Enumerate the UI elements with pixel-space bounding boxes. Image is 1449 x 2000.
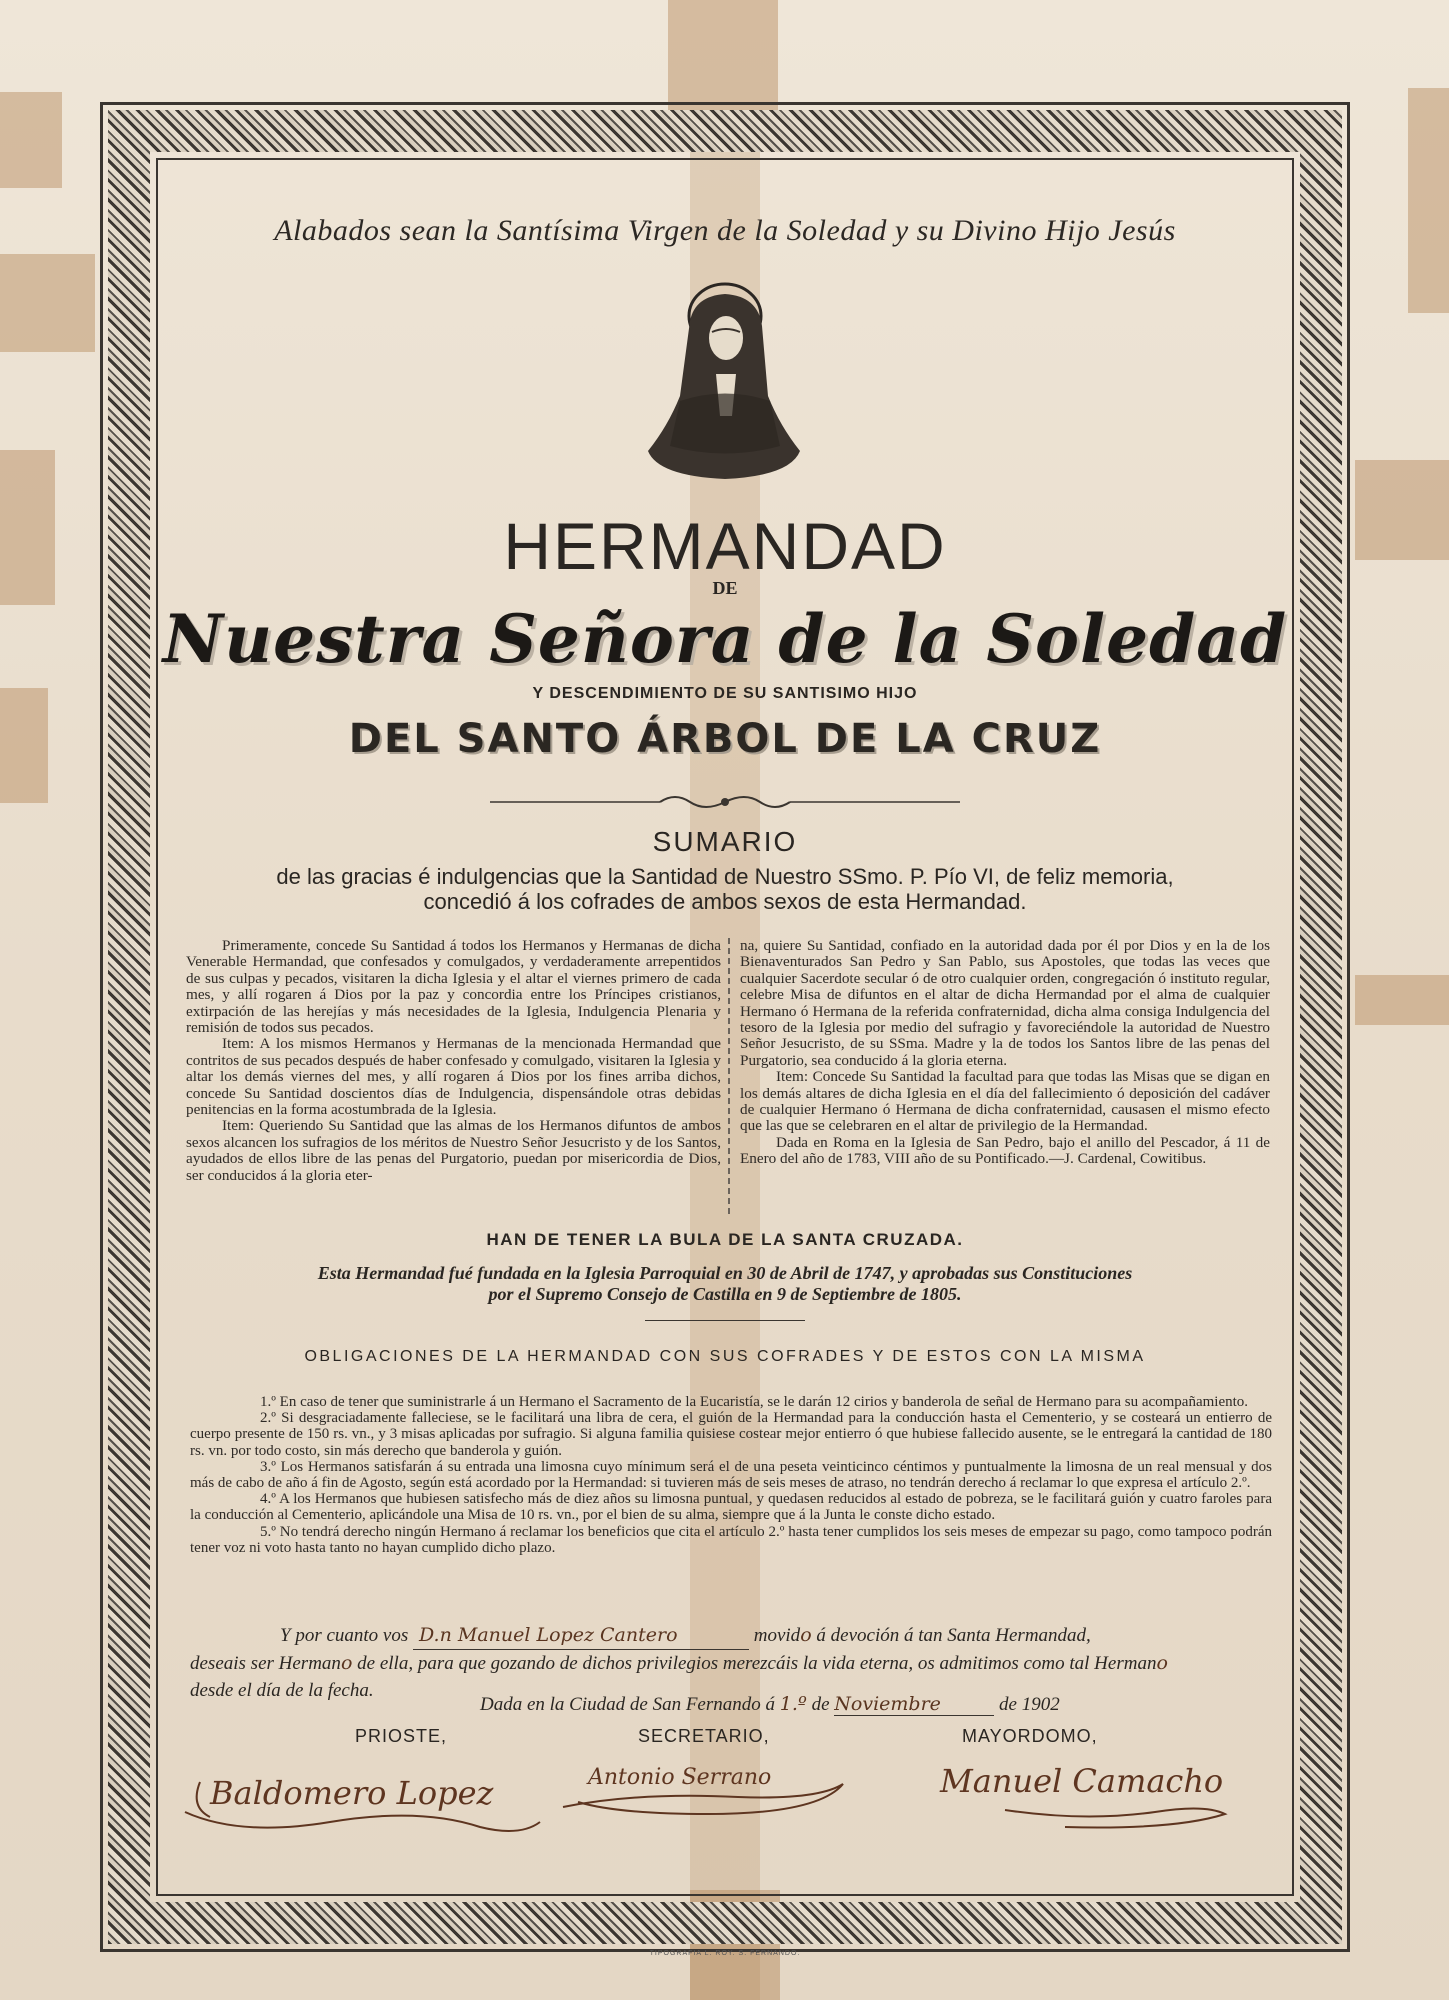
date-line <box>480 1693 1060 1716</box>
sumario-line-2: concedió á los cofrades de ambos sexos de esta Hermandad. <box>423 889 1027 914</box>
indulgence-paragraph: Item: Concede Su Santidad la facultad para que todas las Misas que se digan en los demás altares de dicha Iglesia en el día del fallecimiento ó deposición del cadáver de cualquier Hermano ó Hermana de dicha confraternidad, causasen el mismo efecto que las que se celebraren en el altar de privilegio de la Hermandad. <box>740 1068 1270 1135</box>
title-de: DE <box>712 578 738 598</box>
obligaciones-heading: OBLIGACIONES DE LA HERMANDAD CON SUS COFRADES Y DE ESTOS CON LA MISMA <box>304 1348 1146 1365</box>
obligation-item: 2.º Si desgraciadamente falleciese, se le facilitará una libra de cera, el guión de la Hermandad para la conducción hasta el Cementerio, y se costeará un entierro de cuerpo presente de 150 rs. vn., y 3 misas aplicadas por sufragio. Si alguna familia quisiese costear mejor entierro ó que hubiese fallecido ausente, se le entregará la cantidad de 180 rs. vn. por todo costo, sin más derecho que banderola y guión. <box>190 1410 1272 1459</box>
printer-credit: TIPOGRAFIA L. ROY. S. FERNANDO. <box>649 1950 801 1957</box>
date-text: Dada en la Ciudad de San Fernando á <box>480 1694 776 1715</box>
signature-title-prioste: PRIOSTE, <box>355 1726 448 1746</box>
obligation-item: 5.º No tendrá derecho ningún Hermano á reclamar los beneficios que cita el artículo 2.º hasta tener cumplidos los seis meses de empezar su pago, como tampoco podrán tener voz ni voto hasta tanto no hayan cumplido dicho plazo. <box>190 1523 1272 1556</box>
closing-handwritten-suffix: o <box>800 1624 812 1646</box>
date-month-handwritten: Noviembre <box>834 1693 994 1716</box>
obligation-item: 4.º A los Hermanos que hubiesen satisfecho más de diez años su limosna puntual, y quedasen reducidos al estado de pobreza, se le facilitará guión y cuatro faroles para la conducción al Cementerio, aplicándole una Misa de 10 rs. vn., por el bien de su alma, siempre que á la Junta le conste dicho estado. <box>190 1491 1272 1524</box>
signature-mayordomo-text: Manuel Camacho <box>940 1762 1224 1800</box>
signature-title-secretario: SECRETARIO, <box>638 1726 770 1746</box>
small-divider <box>645 1320 805 1321</box>
closing-text: á devoción á tan Santa Hermandad, <box>816 1625 1091 1646</box>
signature-secretario <box>558 1752 858 1827</box>
title-hermandad: HERMANDAD <box>503 509 947 583</box>
admission-statement <box>190 1622 1272 1704</box>
indulgence-paragraph: Primeramente, concede Su Santidad á todos los Hermanos y Hermanas de dicha Venerable Hermandad, que confesados y comulgados, y verdaderamente arrepentidos de sus culpas y pecados, visitaren la dicha Iglesia y el altar el viernes primero de cada mes, y allí rogaren á Dios por la paz y concordia entre los Príncipes cristianos, extirpación de las herejías y más necesidades de la Iglesia, Indulgencia Plenaria y remisión de todos sus pecados. <box>186 937 721 1037</box>
signature-mayordomo <box>925 1752 1235 1842</box>
foundation-notice <box>156 1263 1294 1305</box>
obligation-item: 1.º En caso de tener que suministrarle á un Hermano el Sacramento de la Eucaristía, se le darán 12 cirios y banderola de señal de Hermano para su acompañamiento. <box>260 1394 1249 1410</box>
indulgence-paragraph: Dada en Roma en la Iglesia de San Pedro, bajo el anillo del Pescador, á 11 de Enero del año de 1783, VIII año de su Pontificado.—J. Cardenal, Cowitibus. <box>740 1133 1270 1168</box>
sumario-line-1: de las gracias é indulgencias que la Santidad de Nuestro SSmo. P. Pío VI, de feliz memoria, <box>276 864 1174 889</box>
date-text: de <box>811 1694 830 1715</box>
foundation-line-2: por el Supremo Consejo de Castilla en 9 de Septiembre de 1805. <box>488 1284 962 1304</box>
signature-title-mayordomo: MAYORDOMO, <box>962 1726 1098 1746</box>
date-year: de 1902 <box>999 1694 1060 1715</box>
closing-text: desde el día de la fecha. <box>190 1680 374 1701</box>
indulgence-paragraph: na, quiere Su Santidad, confiado en la autoridad dada por él por Dios y en la de los Bienaventurados San Pedro y San Pablo, sus Apostoles, que todas las veces que cualquier Sacerdote secular ó de otro cualquier orden, congregación ó instituto regular, celebre Misa de difuntos en el altar de dicha Hermandad por el alma de cualquier Hermano ó Hermana de la referida confraternidad, dicha alma consiga Indulgencia del tesoro de la Iglesia por medio del sufragio y favoreciéndole la autoridad de Nuestro Señor Jesucristo, de su SSma. Madre y la de todos los Santos libre de las penas del Purgatorio, sea conducido á la gloria eterna. <box>740 937 1270 1069</box>
title-descendimiento: Y DESCENDIMIENTO DE SU SANTISIMO HIJO <box>532 685 918 702</box>
closing-handwritten-suffix: o <box>1156 1652 1168 1674</box>
date-day-handwritten: 1.º <box>779 1693 807 1715</box>
header-invocation: Alabados sean la Santísima Virgen de la Soledad y su Divino Hijo Jesús <box>274 214 1176 247</box>
tape-left-2 <box>0 254 95 352</box>
closing-text: deseais ser Herman <box>190 1653 341 1674</box>
tape-right-2 <box>1355 460 1449 560</box>
virgin-mary-engraving <box>640 276 810 481</box>
title-arbol-cruz: DEL SANTO ÁRBOL DE LA CRUZ <box>348 716 1102 762</box>
signature-prioste <box>180 1752 550 1847</box>
foundation-line-1: Esta Hermandad fué fundada en la Iglesia Parroquial en 30 de Abril de 1747, y aprobadas sus Constituciones <box>317 1263 1133 1283</box>
signature-prioste-text: Baldomero Lopez <box>210 1774 494 1812</box>
ornamental-divider <box>490 792 960 812</box>
title-nuestra-senora: Nuestra Señora de la Soledad <box>162 600 1288 678</box>
closing-handwritten-suffix: o <box>340 1652 353 1674</box>
indulgences-column-left <box>186 938 721 1184</box>
member-name-handwritten: D.n Manuel Lopez Cantero <box>413 1622 749 1650</box>
closing-text: Y por cuanto vos <box>280 1625 409 1646</box>
indulgence-paragraph: Item: Queriendo Su Santidad que las almas de los Hermanos difuntos de ambos sexos alcancen los sufragios de los méritos de Nuestro Señor Jesucristo y de los Santos, ayudados de ellos libre de las penas del Purgatorio, puedan por misericordia de Dios, ser conducidos á la gloria eter- <box>186 1117 721 1184</box>
sumario-heading: SUMARIO <box>652 826 798 857</box>
indulgences-column-right <box>740 938 1270 1168</box>
sumario-subtitle <box>156 864 1294 914</box>
tape-right-1 <box>1408 88 1449 313</box>
tape-right-3 <box>1355 975 1449 1025</box>
obligation-item: 3.º Los Hermanos satisfarán á su entrada una limosna cuyo mínimum será el de una peseta veinticinco céntimos y puntualmente la limosna de un real mensual y dos más de cabo de año á fin de Agosto, según está acordado por la Hermandad: si tuvieren más de seis meses de atraso, no tendrán derecho á reclamar lo que expresa el artículo 2.º. <box>190 1458 1272 1492</box>
tape-left-4 <box>0 688 48 803</box>
closing-text: movid <box>753 1625 801 1646</box>
bula-notice: HAN DE TENER LA BULA DE LA SANTA CRUZADA. <box>486 1230 964 1249</box>
obligaciones-list <box>190 1394 1272 1556</box>
column-separator <box>728 938 730 1218</box>
tape-left-3 <box>0 450 55 605</box>
tape-left-1 <box>0 92 62 188</box>
closing-text: de ella, para que gozando de dichos privilegios merezcáis la vida eterna, os admitimos como tal Herman <box>357 1653 1157 1674</box>
indulgence-paragraph: Item: A los mismos Hermanos y Hermanas de la mencionada Hermandad que contritos de sus pecados después de haber confesado y comulgado, visitaren la Iglesia y altar los demás viernes del mes, y allí rogaren á Dios por los fines arriba dichos, concede Su Santidad doscientos días de Indulgencia, dispensándole otras debidas penitencias en la forma acostumbrada de la Iglesia. <box>186 1035 721 1119</box>
signature-secretario-text: Antonio Serrano <box>588 1765 772 1790</box>
